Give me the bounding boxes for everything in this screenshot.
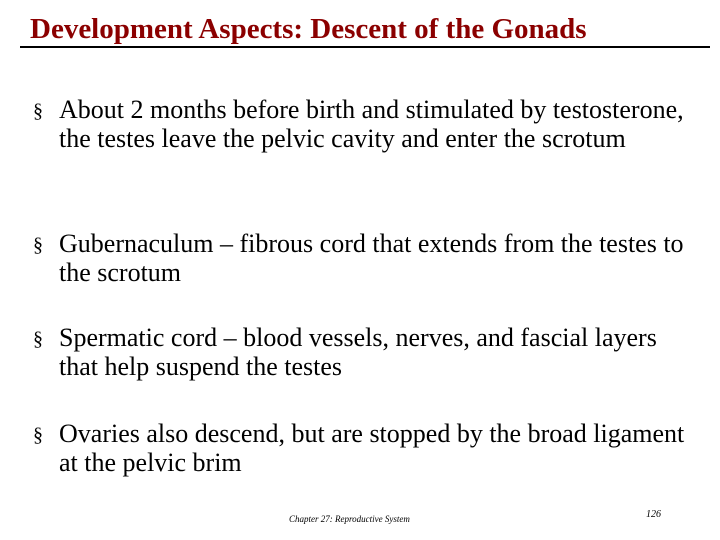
title-underline [20,46,710,48]
bullet-text: Spermatic cord – blood vessels, nerves, and fascial layers that help suspend the testes [59,323,657,381]
page-number: 126 [646,509,661,520]
bullet-text: About 2 months before birth and stimulated by testosterone, the testes leave the pelvic cavity and enter the scrotum [59,95,684,153]
bullet-marker: § [33,100,43,122]
bullet-marker: § [33,328,43,350]
slide-title: Development Aspects: Descent of the Gonads [30,13,587,45]
bullet-text: Gubernaculum – fibrous cord that extends from the testes to the scrotum [59,229,684,287]
footer-chapter-label: Chapter 27: Reproductive System [289,514,410,524]
bullet-marker: § [33,424,43,446]
bullet-marker: § [33,234,43,256]
bullet-text: Ovaries also descend, but are stopped by the broad ligament at the pelvic brim [59,419,685,477]
